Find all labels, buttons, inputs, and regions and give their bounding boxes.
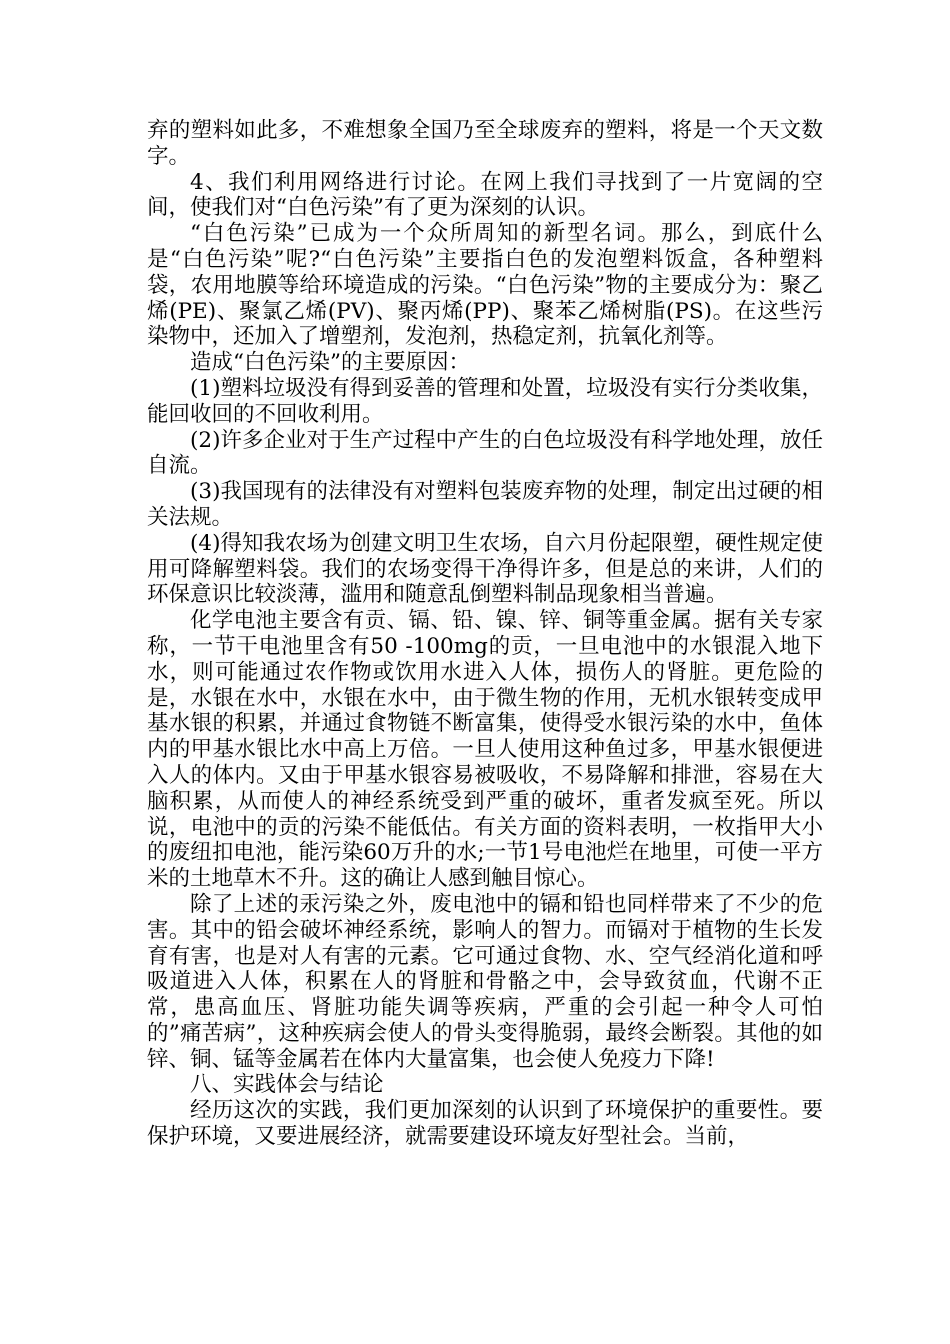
paragraph-7: (3)我国现有的法律没有对塑料包装废弃物的处理，制定出过硬的相关法规。 (147, 479, 823, 530)
paragraph-5: (1)塑料垃圾没有得到妥善的管理和处置，垃圾没有实行分类收集，能回收回的不回收利用。 (147, 375, 823, 427)
paragraph-4: 造成“白色污染”的主要原因： (190, 350, 470, 376)
section-heading: 八、实践体会与结论 (190, 1072, 384, 1098)
paragraph-3: “白色污染”已成为一个众所周知的新型名词。那么，到底什么是“白色污染”呢?“白色污染”主要指白色的发泡塑料饭盒，各种塑料袋，农用地膜等给环境造成的污染。“白色污染”物的主要成分为：聚乙烯(PE)、聚氯乙烯(PV)、聚丙烯(PP)、聚苯乙烯树脂(PS)。在这些污染物中，还加入了增塑剂，发泡剂，热稳定剂，抗氧化剂等。 (147, 221, 823, 350)
paragraph-8: (4)得知我农场为创建文明卫生农场，自六月份起限塑，硬性规定使用可降解塑料袋。我们的农场变得干净得许多，但是总的来讲，人们的环保意识比较淡薄，滥用和随意乱倒塑料制品现象相当普遍。 (147, 530, 823, 608)
paragraph-2: 4、我们利用网络进行讨论。在网上我们寻找到了一片宽阔的空间，使我们对“白色污染”有了更为深刻的认识。 (147, 169, 823, 221)
paragraph-10: 除了上述的汞污染之外，废电池中的镉和铅也同样带来了不少的危害。其中的铅会破坏神经系统，影响人的智力。而镉对于植物的生长发育有害，也是对人有害的元素。它可通过食物、水、空气经消化道和呼吸道进入人体，积累在人的肾脏和骨骼之中，会导致贫血，代谢不正常，患高血压、肾脏功能失调等疾病，严重的会引起一种令人可怕的”痛苦病”，这种疾病会使人的骨头变得脆弱，最终会断裂。其他的如锌、铜、锰等金属若在体内大量富集，也会使人免疫力下降! (147, 891, 823, 1072)
paragraph-6: (2)许多企业对于生产过程中产生的白色垃圾没有科学地处理，放任自流。 (147, 427, 823, 479)
paragraph-9: 化学电池主要含有贡、镉、铅、镍、锌、铜等重金属。据有关专家称，一节干电池里含有50 -100mg的贡，一旦电池中的水银混入地下水，则可能通过农作物或饮用水进入人体，损伤人的肾脏。更危险的是，水银在水中，水银在水中，由于微生物的作用，无机水银转变成甲基水银的积累，并通过食物链不断富集，使得受水银污染的水中，鱼体内的甲基水银比水中高上万倍。一旦人使用这种鱼过多，甲基水银便进入人的体内。又由于甲基水银容易被吸收，不易降解和排泄，容易在大脑积累，从而使人的神经系统受到严重的破坏，重者发疯至死。所以说，电池中的贡的污染不能低估。有关方面的资料表明，一枚指甲大小的废纽扣电池，能污染60万升的水;一节1号电池烂在地里，可使一平方米的土地草木不升。这的确让人感到触目惊心。 (147, 608, 823, 892)
document-body (147, 118, 823, 1150)
paragraph-12: 经历这次的实践，我们更加深刻的认识到了环境保护的重要性。要保护环境，又要进展经济，就需要建设环境友好型社会。当前， (147, 1098, 823, 1150)
paragraph-1: 弃的塑料如此多，不难想象全国乃至全球废弃的塑料，将是一个天文数字。 (147, 118, 823, 169)
